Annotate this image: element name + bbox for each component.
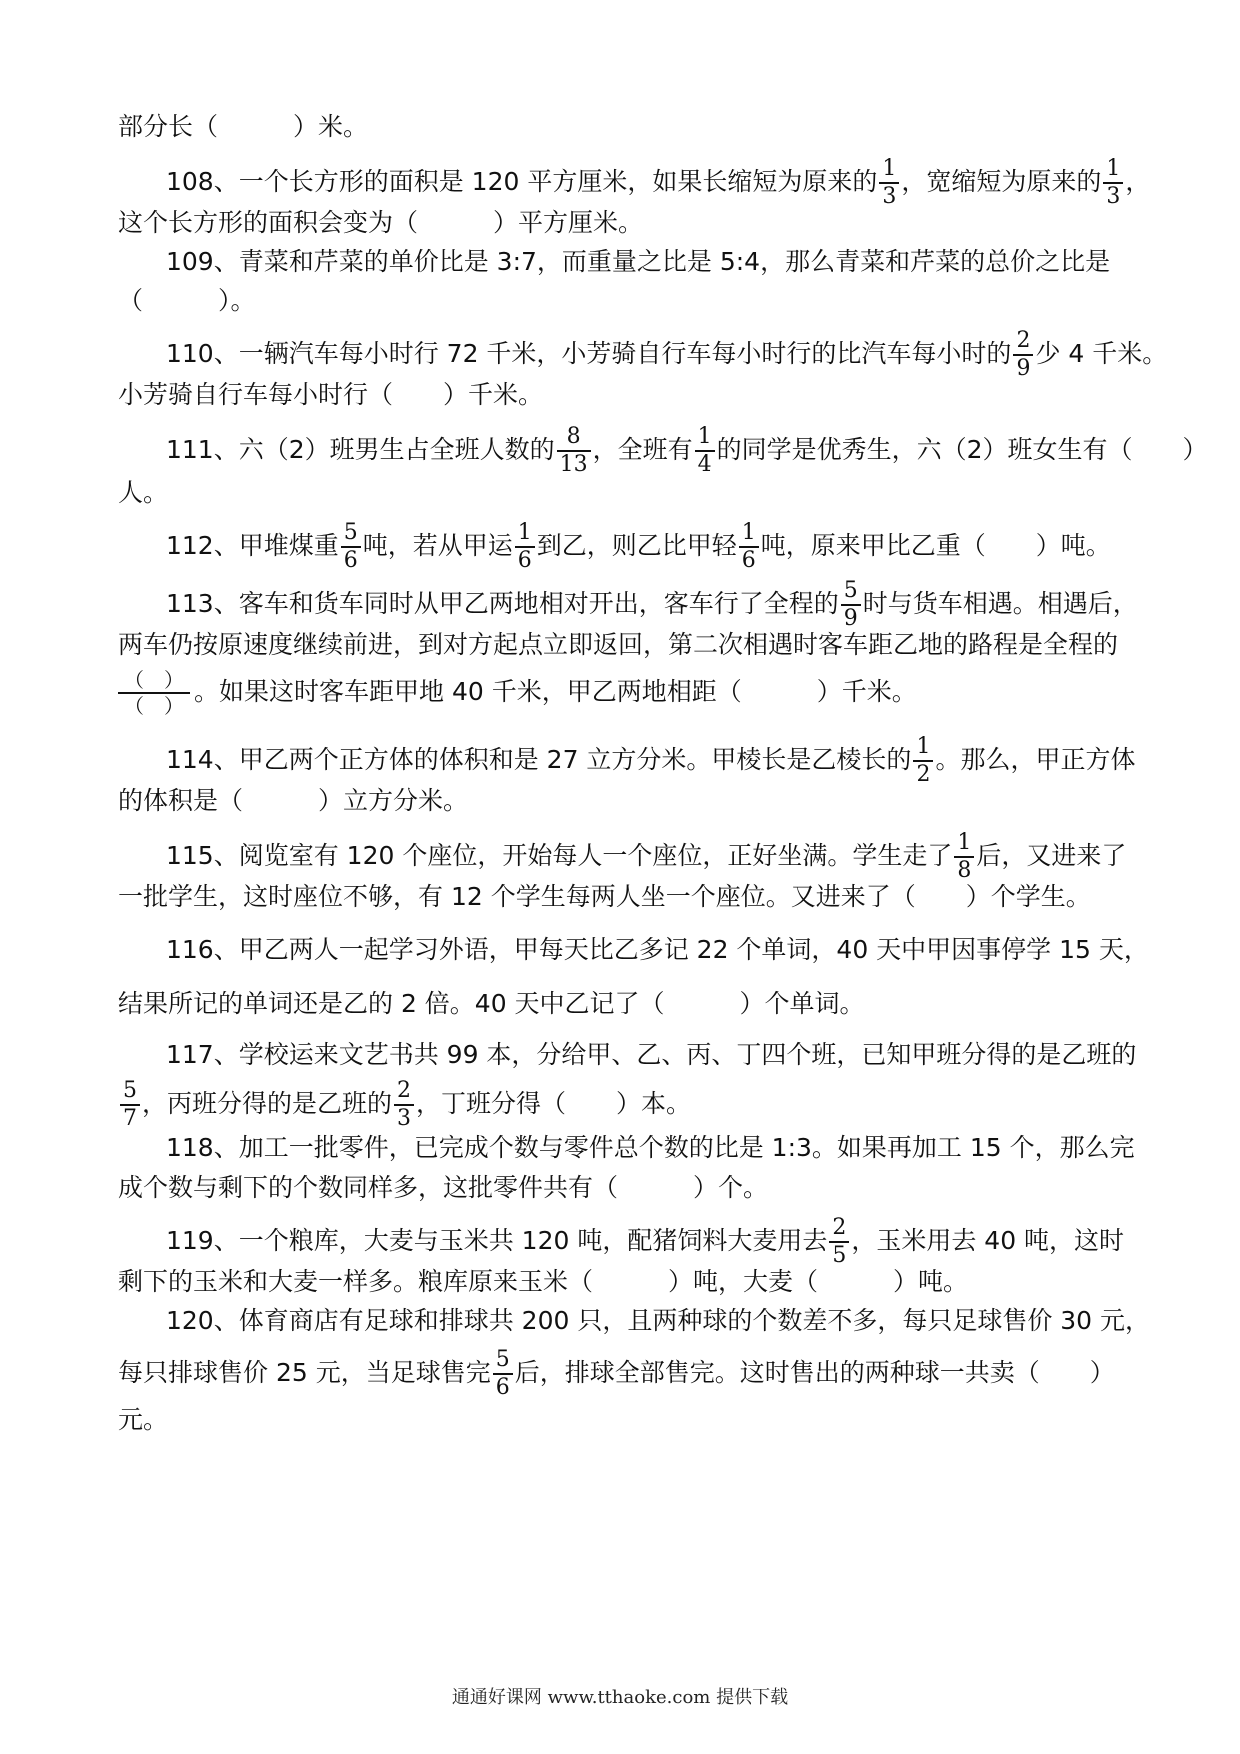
fraction: $\frac{1}{4}$ — [695, 424, 715, 478]
text-line: 两车仍按原速度继续前进，到对方起点立即返回，第二次相遇时客车距乙地的路程是全程的 — [118, 630, 1119, 659]
text-line: 一批学生，这时座位不够，有 12 个学生每两人坐一个座位。又进来了（ ）个学生。 — [118, 882, 1091, 911]
question-108: 108、一个长方形的面积是 120 平方厘米，如果长缩短为原来的 $\frac{1}{3}$ ，宽缩短为原来的 $\frac{1}{3}$ ， — [166, 156, 1151, 209]
text-line: 结果所记的单词还是乙的 2 倍。40 天中乙记了（ ）个单词。 — [118, 989, 865, 1018]
fraction: $\frac{5}{9}$ — [841, 578, 861, 632]
text-line: 这个长方形的面积会变为（ ）平方厘米。 — [118, 208, 644, 237]
fraction: $\frac{2}{3}$ — [394, 1078, 414, 1132]
text-line: 元。 — [118, 1405, 169, 1434]
text-line: （ ）。 — [118, 286, 256, 315]
fraction: $\frac{2}{9}$ — [1013, 328, 1033, 382]
fraction: $\frac{1}{6}$ — [515, 520, 535, 574]
question-116: 116、甲乙两人一起学习外语，甲每天比乙多记 22 个单词，40 天中甲因事停学 15 天， — [166, 935, 1149, 964]
question-119: 119、一个粮库，大麦与玉米共 120 吨，配猪饲料大麦用去 $\frac{2}{5}$ ，玉米用去 40 吨，这时 — [166, 1215, 1125, 1268]
blank-fraction: $\frac{( )}{( )}$ — [118, 668, 190, 718]
text-line: 每只排球售价 25 元，当足球售完 $\frac{5}{6}$ 后，排球全部售完。这时售出的两种球一共卖（ ） — [118, 1347, 1115, 1400]
fraction: $\frac{5}{7}$ — [120, 1078, 140, 1132]
text-line: $\frac{( )}{( )}$ 。如果这时客车距甲地 40 千米，甲乙两地相距（ ）千米。 — [118, 668, 1128, 718]
question-110: 110、一辆汽车每小时行 72 千米，小芳骑自行车每小时行的比汽车每小时的 $\frac{2}{9}$ 少 4 千米。 — [166, 328, 1168, 381]
fraction: $\frac{1}{8}$ — [954, 830, 974, 884]
fraction: $\frac{5}{6}$ — [493, 1347, 513, 1401]
page-footer — [0, 1683, 1240, 1709]
question-113: 113、客车和货车同时从甲乙两地相对开出，客车行了全程的 $\frac{5}{9}$ 时与货车相遇。相遇后， — [166, 578, 1138, 631]
footer-text: 通通好课网 www.tthaoke.com 提供下载 — [451, 1687, 789, 1708]
fraction: $\frac{1}{3}$ — [1103, 156, 1123, 210]
question-117: 117、学校运来文艺书共 99 本，分给甲、乙、丙、丁四个班，已知甲班分得的是乙班的 — [166, 1040, 1137, 1069]
fraction: $\frac{2}{5}$ — [829, 1215, 849, 1269]
fraction: $\frac{1}{3}$ — [879, 156, 899, 210]
text-line: 小芳骑自行车每小时行（ ）千米。 — [118, 380, 544, 409]
question-118: 118、加工一批零件，已完成个数与零件总个数的比是 1:3。如果再加工 15 个，那么完 — [166, 1133, 1135, 1162]
fraction: $\frac{1}{2}$ — [913, 734, 933, 788]
text-line: 剩下的玉米和大麦一样多。粮库原来玉米（ ）吨，大麦（ ）吨。 — [118, 1267, 969, 1296]
text-line: 的体积是（ ）立方分米。 — [118, 786, 469, 815]
text-line: $\frac{5}{7}$ ，丙班分得的是乙班的 $\frac{2}{3}$ ，丁班分得（ ）本。 — [118, 1078, 1128, 1132]
question-111: 111、六（2）班男生占全班人数的 $\frac{8}{13}$ ，全班有 $\frac{1}{4}$ 的同学是优秀生，六（2）班女生有（ ） — [166, 424, 1208, 477]
question-115: 115、阅览室有 120 个座位，开始每人一个座位，正好坐满。学生走了 $\frac{1}{8}$ 后，又进来了 — [166, 830, 1127, 883]
fraction: $\frac{1}{6}$ — [739, 520, 759, 574]
question-120: 120、体育商店有足球和排球共 200 只，且两种球的个数差不多，每只足球售价 30 元， — [166, 1306, 1151, 1335]
fraction: $\frac{8}{13}$ — [557, 424, 591, 478]
fraction: $\frac{5}{6}$ — [341, 520, 361, 574]
text-line: 部分长（ ）米。 — [118, 112, 369, 141]
text-line: 成个数与剩下的个数同样多，这批零件共有（ ）个。 — [118, 1173, 769, 1202]
text-line: 人。 — [118, 478, 169, 507]
question-109: 109、青菜和芹菜的单价比是 3:7，而重量之比是 5:4，那么青菜和芹菜的总价之比是 — [166, 247, 1111, 276]
question-112: 112、甲堆煤重 $\frac{5}{6}$ 吨，若从甲运 $\frac{1}{6}$ 到乙，则乙比甲轻 $\frac{1}{6}$ 吨，原来甲比乙重（ ）吨。 — [166, 520, 1111, 573]
question-114: 114、甲乙两个正方体的体积和是 27 立方分米。甲棱长是乙棱长的 $\frac{1}{2}$ 。那么，甲正方体 — [166, 734, 1136, 787]
